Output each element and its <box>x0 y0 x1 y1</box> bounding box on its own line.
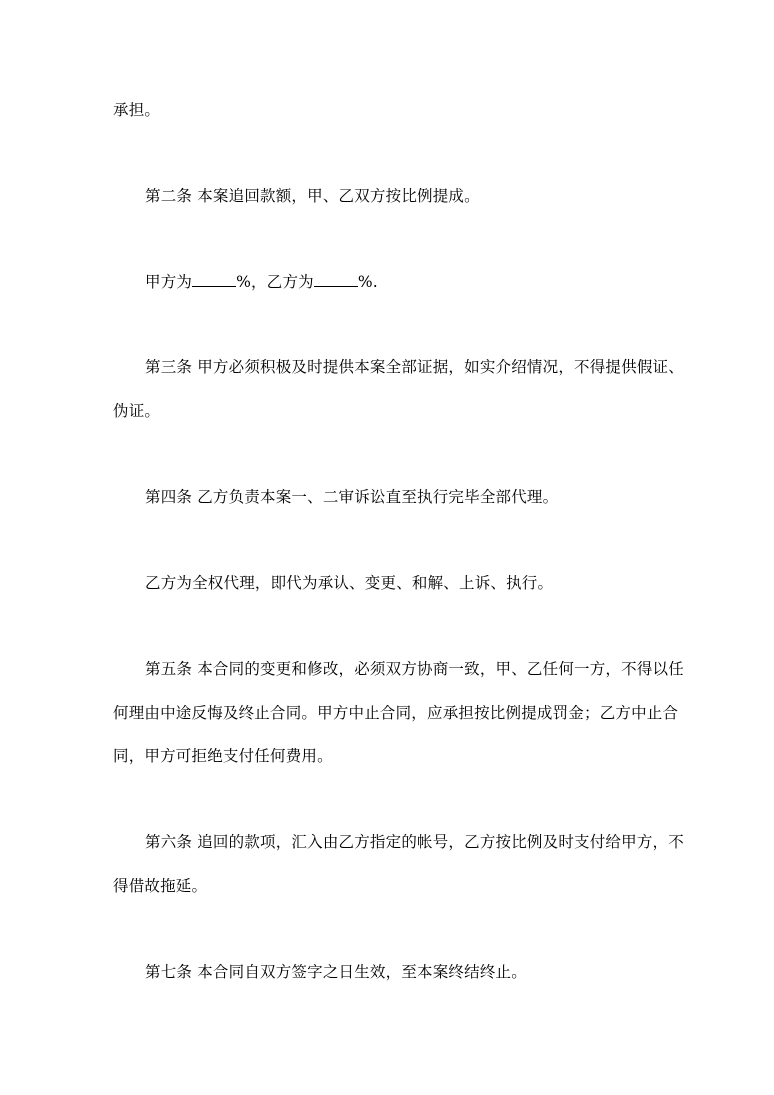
ratio-line <box>145 272 378 292</box>
party-b-ratio-blank <box>314 272 358 287</box>
ratio-end: %. <box>357 273 378 291</box>
article-3-cont: 伪证。 <box>113 402 161 420</box>
article-4: 第四条 乙方负责本案一、二审诉讼直至执行完毕全部代理。 <box>145 488 559 506</box>
party-a-ratio-blank <box>192 272 236 287</box>
article-4-scope: 乙方为全权代理，即代为承认、变更、和解、上诉、执行。 <box>145 574 554 592</box>
paragraph-line: 承担。 <box>113 101 161 119</box>
party-b-label: %，乙方为 <box>236 273 314 291</box>
article-2: 第二条 本案追回款额，甲、乙双方按比例提成。 <box>145 187 480 205</box>
article-5-cont-1: 何理由中途反悔及终止合同。甲方中止合同，应承担按比例提成罚金；乙方中止合 <box>113 704 679 722</box>
party-a-label: 甲方为 <box>145 273 193 291</box>
article-3: 第三条 甲方必须积极及时提供本案全部证据，如实介绍情况，不得提供假证、 <box>145 358 684 376</box>
article-7: 第七条 本合同自双方签字之日生效，至本案终结终止。 <box>145 963 527 981</box>
article-6: 第六条 追回的款项，汇入由乙方指定的帐号，乙方按比例及时支付给甲方，不 <box>145 833 684 851</box>
article-6-cont: 得借故拖延。 <box>113 877 208 895</box>
article-5-cont-2: 同，甲方可拒绝支付任何费用。 <box>113 747 333 765</box>
article-5: 第五条 本合同的变更和修改，必须双方协商一致，甲、乙任何一方，不得以任 <box>145 660 684 678</box>
